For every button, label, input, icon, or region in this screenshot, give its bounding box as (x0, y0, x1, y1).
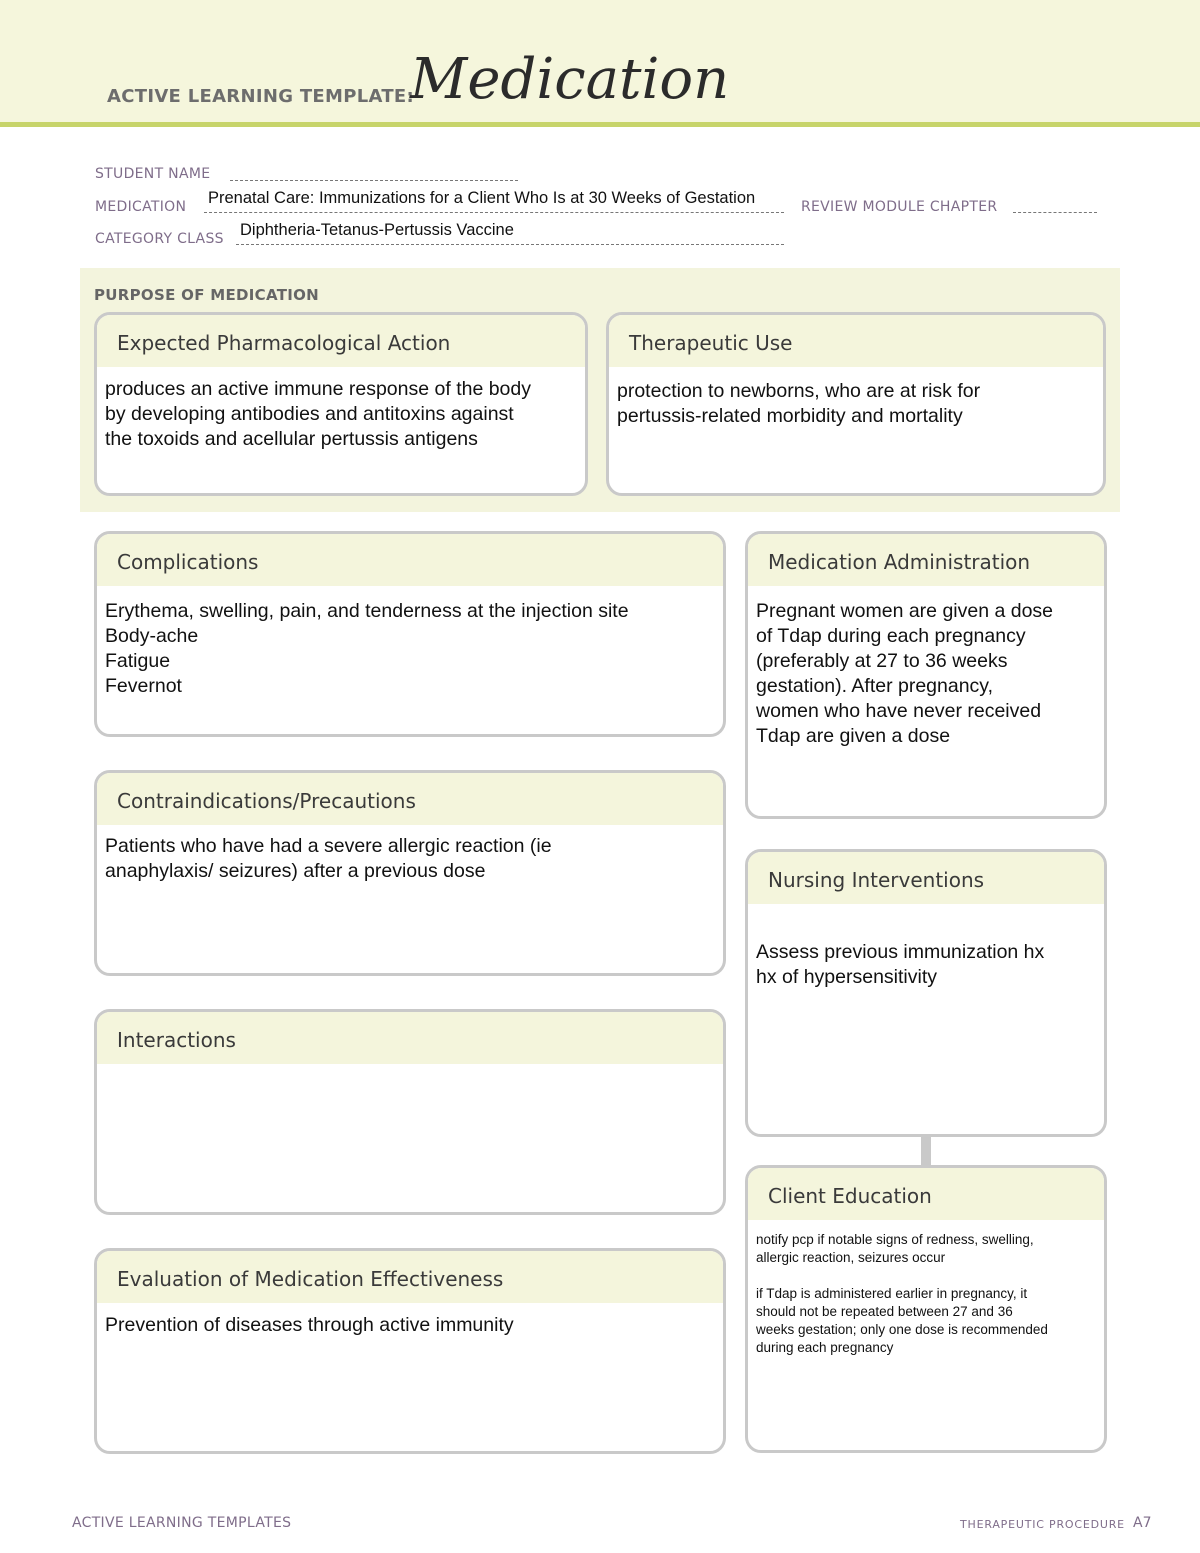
complications-line: Fevernot (105, 675, 182, 697)
contraindications-line: anaphylaxis/ seizures) after a previous dose (105, 860, 486, 882)
expected-action-box (94, 312, 588, 496)
category-class-label: CATEGORY CLASS (95, 231, 224, 247)
page-number: A7 (1133, 1515, 1152, 1531)
purpose-title: PURPOSE OF MEDICATION (94, 286, 320, 304)
complications-line: Body-ache (105, 625, 199, 647)
page-title: Medication (410, 47, 730, 112)
education-line: should not be repeated between 27 and 36 (756, 1304, 1013, 1319)
complications-box (94, 531, 726, 737)
therapeutic-use-heading: Therapeutic Use (609, 315, 1103, 367)
expected-action-line: produces an active immune response of the body (105, 378, 532, 400)
education-line: notify pcp if notable signs of redness, swelling, (756, 1232, 1034, 1247)
administration-line: Pregnant women are given a dose (756, 600, 1054, 622)
student-name-field[interactable] (230, 180, 518, 181)
education-heading: Client Education (748, 1168, 1104, 1220)
box-connector (921, 1136, 931, 1166)
education-line: during each pregnancy (756, 1340, 894, 1355)
medication-field[interactable] (204, 212, 784, 213)
administration-line: Tdap are given a dose (756, 725, 951, 747)
header-rule (0, 122, 1200, 127)
footer-left: ACTIVE LEARNING TEMPLATES (72, 1515, 292, 1531)
administration-line: gestation). After pregnancy, (756, 675, 994, 697)
education-line: weeks gestation; only one dose is recommended (756, 1322, 1048, 1337)
administration-line: (preferably at 27 to 36 weeks (756, 650, 1008, 672)
evaluation-heading: Evaluation of Medication Effectiveness (97, 1251, 723, 1303)
contraindications-box (94, 770, 726, 976)
therapeutic-use-line: pertussis-related morbidity and mortality (617, 405, 963, 427)
therapeutic-use-line: protection to newborns, who are at risk for (617, 380, 981, 402)
expected-action-line: by developing antibodies and antitoxins against (105, 403, 514, 425)
nursing-line: Assess previous immunization hx (756, 941, 1045, 963)
review-module-label: REVIEW MODULE CHAPTER (801, 199, 998, 215)
interactions-body (97, 1064, 723, 1074)
administration-heading: Medication Administration (748, 534, 1104, 586)
administration-line: of Tdap during each pregnancy (756, 625, 1026, 647)
review-module-field[interactable] (1013, 212, 1097, 213)
contraindications-line: Patients who have had a severe allergic reaction (ie (105, 835, 552, 857)
medication-value: Prenatal Care: Immunizations for a Client Who Is at 30 Weeks of Gestation (208, 189, 756, 207)
evaluation-line: Prevention of diseases through active immunity (105, 1314, 514, 1336)
education-line: if Tdap is administered earlier in pregnancy, it (756, 1286, 1028, 1301)
complications-line: Fatigue (105, 650, 171, 672)
therapeutic-use-box (606, 312, 1106, 496)
category-class-field[interactable] (236, 244, 784, 245)
administration-box (745, 531, 1107, 819)
expected-action-line: the toxoids and acellular pertussis antigens (105, 428, 478, 450)
nursing-line: hx of hypersensitivity (756, 966, 937, 988)
nursing-box (745, 849, 1107, 1137)
footer-section: THERAPEUTIC PROCEDURE (960, 1518, 1125, 1531)
administration-line: women who have never received (756, 700, 1042, 722)
evaluation-box (94, 1248, 726, 1454)
education-box (745, 1165, 1107, 1453)
expected-action-heading: Expected Pharmacological Action (97, 315, 585, 367)
student-name-label: STUDENT NAME (95, 166, 211, 182)
interactions-heading: Interactions (97, 1012, 723, 1064)
medication-label: MEDICATION (95, 199, 187, 215)
category-class-value: Diphtheria-Tetanus-Pertussis Vaccine (240, 221, 514, 239)
complications-heading: Complications (97, 534, 723, 586)
education-line: allergic reaction, seizures occur (756, 1250, 946, 1265)
template-label: ACTIVE LEARNING TEMPLATE: (107, 86, 414, 107)
complications-line: Erythema, swelling, pain, and tenderness at the injection site (105, 600, 629, 622)
nursing-heading: Nursing Interventions (748, 852, 1104, 904)
interactions-box (94, 1009, 726, 1215)
contraindications-heading: Contraindications/Precautions (97, 773, 723, 825)
